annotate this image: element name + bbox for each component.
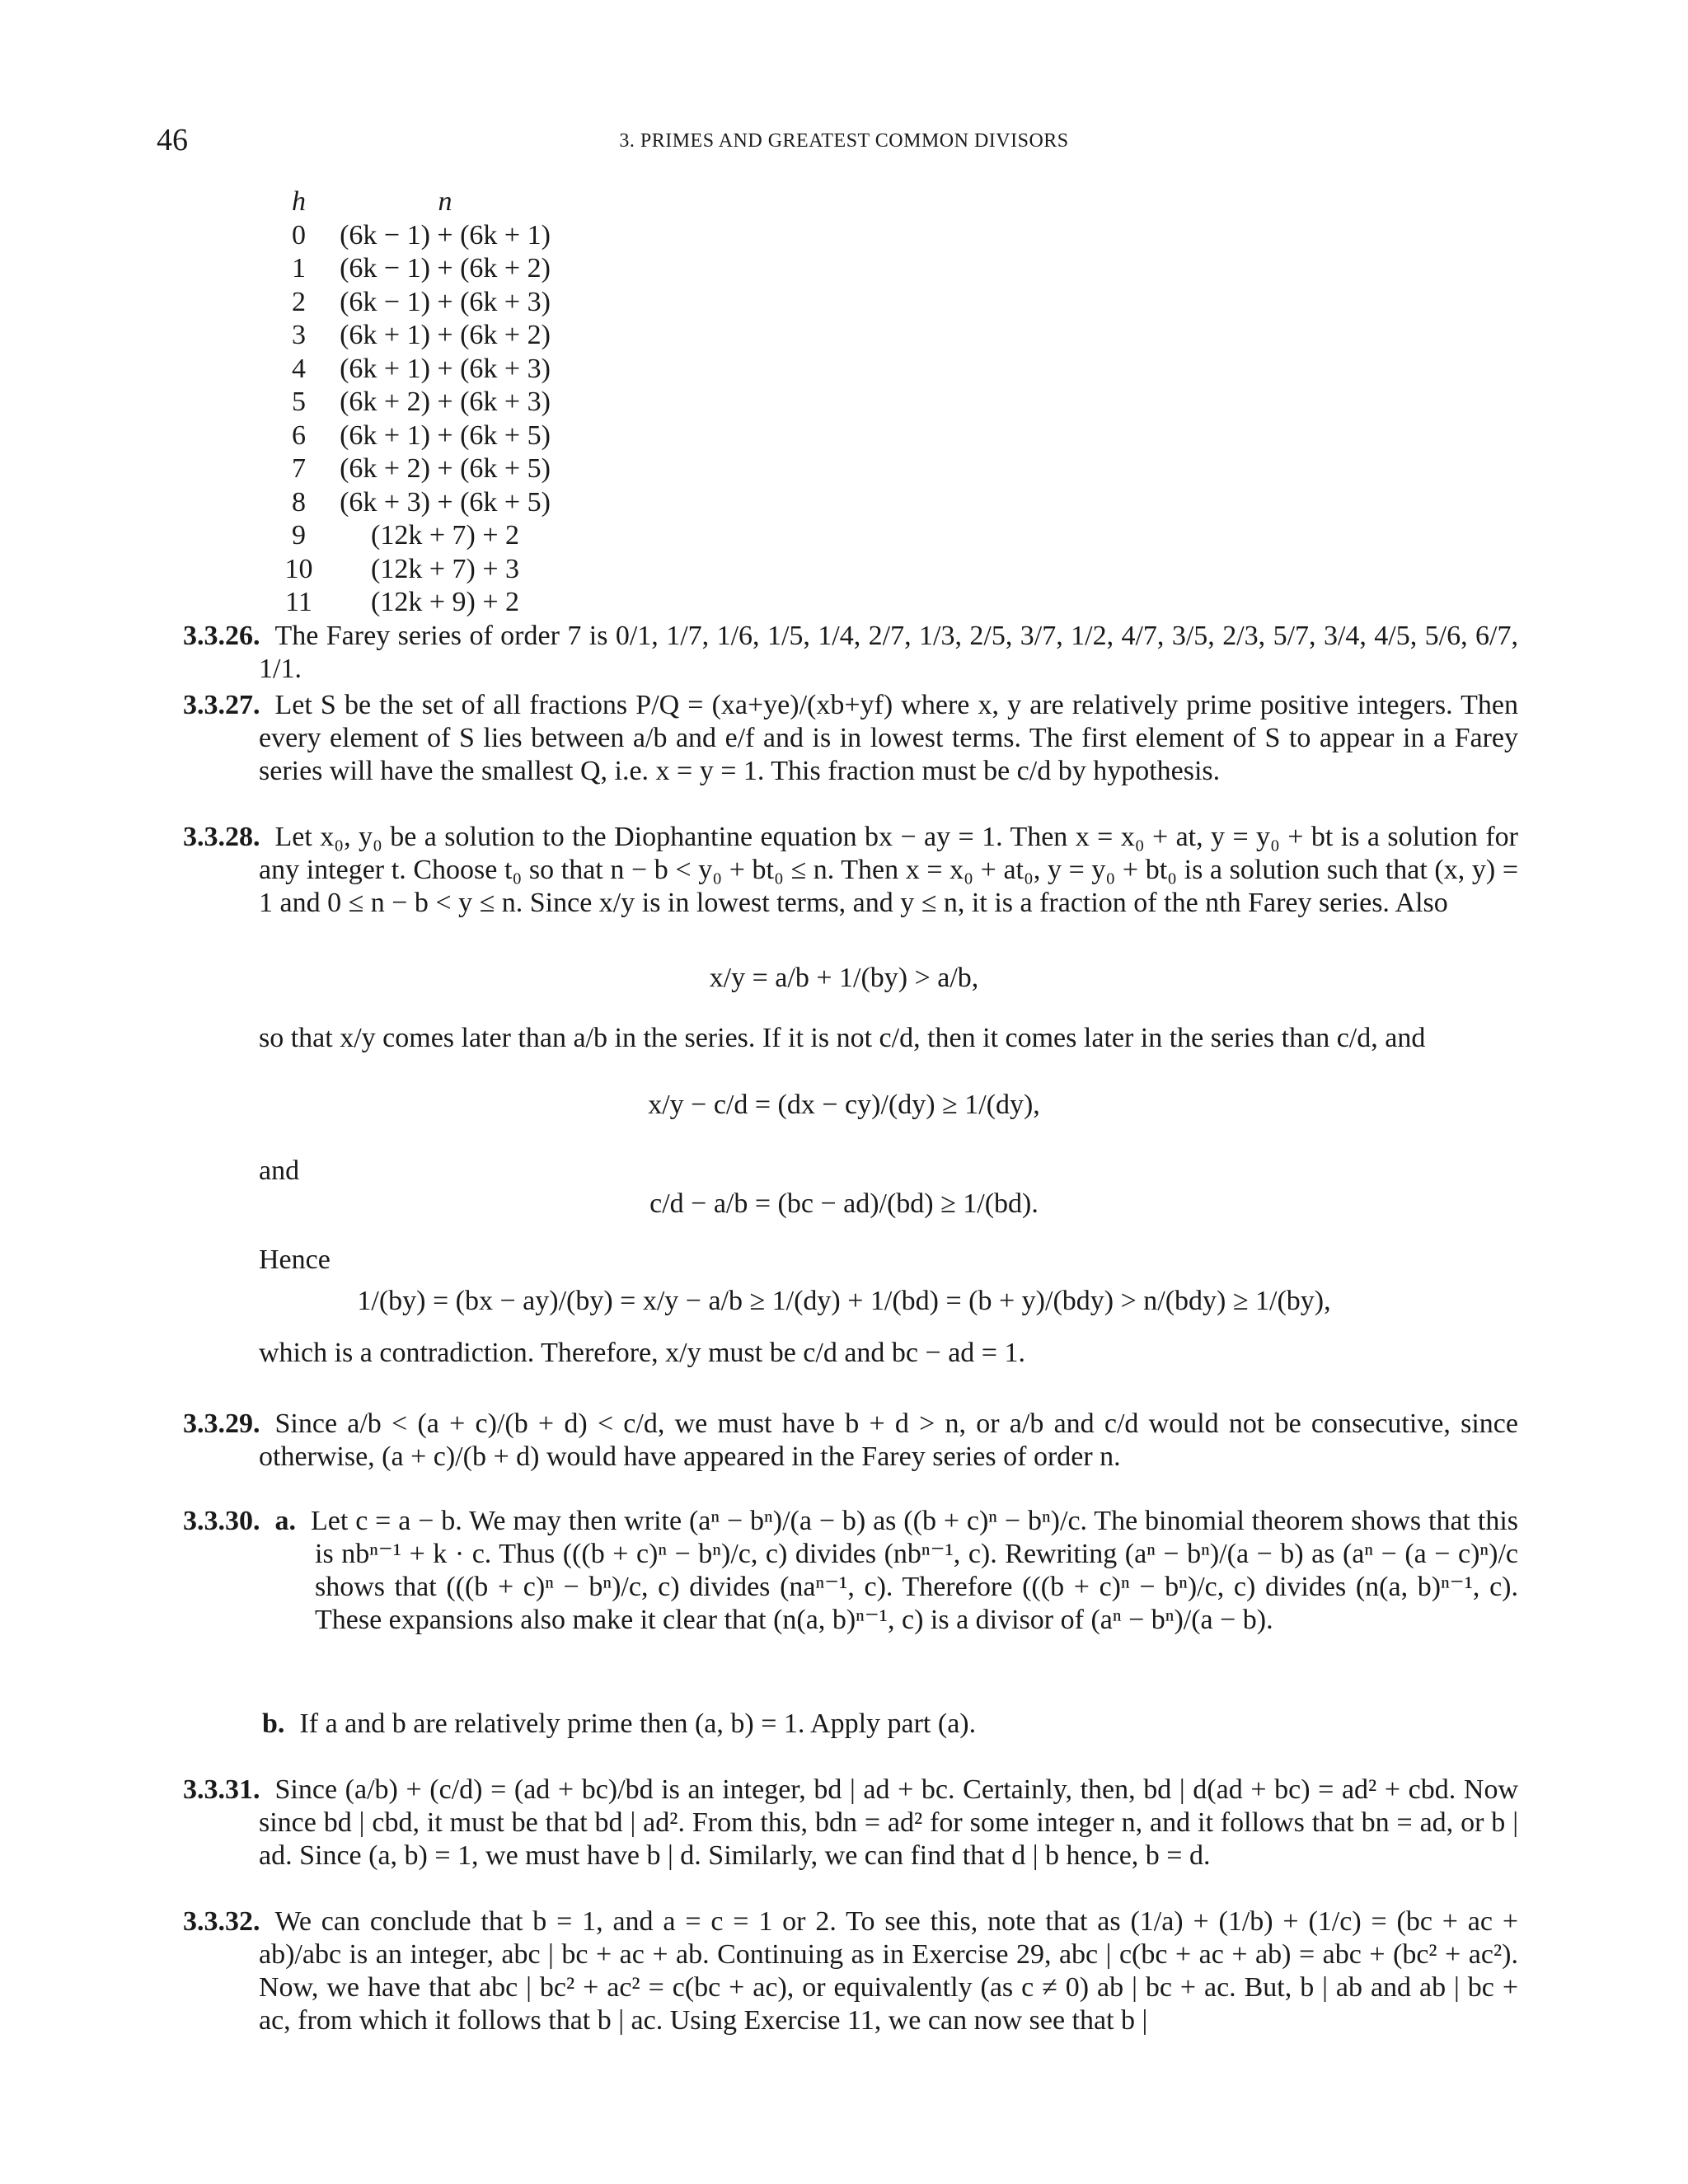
table-cell-n: (6k + 2) + (6k + 5) <box>340 453 551 484</box>
table-cell-h: 8 <box>292 486 306 518</box>
table-row <box>272 286 565 320</box>
table-cell-n: (12k + 7) + 2 <box>371 520 519 551</box>
table-cell-n: (6k − 1) + (6k + 1) <box>340 219 551 251</box>
exercise-text: Since a/b < (a + c)/(b + d) < c/d, we must have b + d > n, or a/b and c/d would not be consecutive, since otherwise, (a + c)/(b + d) would have appeared in the Farey series of order n. <box>259 1408 1518 1472</box>
exercise-number: 3.3.30. <box>183 1506 260 1536</box>
part-b-text: If a and b are relatively prime then (a, b) = 1. Apply part (a). <box>299 1708 977 1739</box>
table-row <box>272 519 565 553</box>
table-cell-h: 2 <box>292 286 306 317</box>
running-head: 3. PRIMES AND GREATEST COMMON DIVISORS <box>619 130 1069 152</box>
table-row <box>272 353 565 387</box>
table-cell-n: (6k + 1) + (6k + 5) <box>340 419 551 451</box>
table-cell-n: (6k − 1) + (6k + 3) <box>340 286 551 317</box>
exercise-3-3-28 <box>183 821 1518 920</box>
exercise-3-3-30-b <box>183 1708 1518 1741</box>
exercise-text: Let x₀, y₀ be a solution to the Diophantine equation bx − ay = 1. Then x = x₀ + at, y = y₀ + bt is a solution for any integer t. Choose t₀ so that n − b < y₀ + bt₀ ≤ n. Then x = x₀ + at₀, y = y₀ + bt₀ is a solution such that (x, y) = 1 and 0 ≤ n − b < y ≤ n. Since x/y is in lowest terms, and y ≤ n, it is a fraction of the nth Farey series. Also <box>259 822 1518 918</box>
exercise-number: 3.3.27. <box>183 690 260 720</box>
table-row <box>272 219 565 253</box>
exercise-text: Let S be the set of all fractions P/Q = (xa+ye)/(xb+yf) where x, y are relatively prime positive integers. Then every element of S lies between a/b and e/f and is in lowest terms. The first element of S to appear in a Farey series will have the smallest Q, i.e. x = y = 1. This fraction must be c/d by hypothesis. <box>259 690 1518 786</box>
table-cell-h: 4 <box>292 353 306 384</box>
table-cell-n: (6k + 3) + (6k + 5) <box>340 486 551 518</box>
part-a-label: a. <box>274 1506 296 1536</box>
table-cell-n: (6k + 1) + (6k + 3) <box>340 353 551 384</box>
table-row <box>272 553 565 587</box>
table-cell-n: (12k + 9) + 2 <box>371 587 519 617</box>
exercise-3-3-30 <box>183 1505 1518 1637</box>
table-cell-h: 11 <box>285 587 312 617</box>
table-row <box>272 586 565 620</box>
exercise-3-3-29 <box>183 1408 1518 1474</box>
table-header-h: h <box>292 186 306 217</box>
exercise-3-3-26 <box>183 620 1518 686</box>
exercise-number: 3.3.29. <box>183 1408 260 1439</box>
exercise-number: 3.3.26. <box>183 621 260 651</box>
table-cell-h: 7 <box>292 453 306 484</box>
exercise-text: Since (a/b) + (c/d) = (ad + bc)/bd is an integer, bd | ad + bc. Certainly, then, bd | d(ad + bc) = ad² + cbd. Now since bd | cbd, it must be that bd | ad². From this, bdn = ad² for some integer n, and it follows that bn = ad, or b | ad. Since (a, b) = 1, we must have b | d. Similarly, we can find that d | b hence, b = d. <box>259 1774 1518 1871</box>
table-header-row <box>272 185 565 219</box>
equation-1: x/y = a/b + 1/(by) > a/b, <box>709 963 979 993</box>
table-cell-h: 6 <box>292 419 306 451</box>
table-cell-n: (12k + 7) + 3 <box>371 553 519 584</box>
table-row <box>272 252 565 286</box>
exercise-3-3-28-conclusion: which is a contradiction. Therefore, x/y must be c/d and bc − ad = 1. <box>259 1338 1025 1368</box>
equation-3: c/d − a/b = (bc − ad)/(bd) ≥ 1/(bd). <box>649 1188 1039 1219</box>
table-cell-h: 5 <box>292 387 306 417</box>
table-cell-n: (6k + 1) + (6k + 2) <box>340 320 551 350</box>
table-cell-n: (6k + 2) + (6k + 3) <box>340 387 551 417</box>
exercise-3-3-28-continued: so that x/y comes later than a/b in the series. If it is not c/d, then it comes later in the series than c/d, and <box>259 1023 1426 1053</box>
part-b-label: b. <box>262 1708 285 1739</box>
table-cell-h: 10 <box>284 553 313 584</box>
table-row <box>272 386 565 419</box>
exercise-3-3-27 <box>183 689 1518 788</box>
table-cell-h: 0 <box>292 219 306 251</box>
table-cell-h: 9 <box>292 520 306 551</box>
exercise-text: The Farey series of order 7 is 0/1, 1/7, 1/6, 1/5, 1/4, 2/7, 1/3, 2/5, 3/7, 1/2, 4/7, 3/5, 2/3, 5/7, 3/4, 4/5, 5/6, 6/7, 1/1. <box>259 621 1518 684</box>
table-cell-n: (6k − 1) + (6k + 2) <box>340 253 551 284</box>
exercise-3-3-31 <box>183 1774 1518 1872</box>
exercise-text: We can conclude that b = 1, and a = c = 1 or 2. To see this, note that as (1/a) + (1/b) + (1/c) = (bc + ac + ab)/abc is an integer, abc | bc + ac + ab. Continuing as in Exercise 29, abc | c(bc + ac + ab) = abc + (bc² + ac²). Now, we have that abc | bc² + ac² = c(bc + ac), or equivalently (as c ≠ 0) ab | bc + ac. But, b | ab and ab | bc + ac, from which it follows that b | ac. Using Exercise 11, we can now see that b | <box>259 1906 1518 2036</box>
exercise-number: 3.3.28. <box>183 822 260 852</box>
exercise-number: 3.3.31. <box>183 1774 260 1805</box>
table-row <box>272 319 565 353</box>
table-cell-h: 3 <box>292 320 306 350</box>
and-label: and <box>259 1155 300 1186</box>
table-cell-h: 1 <box>292 253 306 284</box>
exercise-3-3-32 <box>183 1905 1518 2037</box>
exercise-number: 3.3.32. <box>183 1906 260 1937</box>
equation-4: 1/(by) = (bx − ay)/(by) = x/y − a/b ≥ 1/(dy) + 1/(bd) = (b + y)/(bdy) > n/(bdy) ≥ 1/(by), <box>357 1286 1331 1316</box>
equation-2: x/y − c/d = (dx − cy)/(dy) ≥ 1/(dy), <box>648 1090 1040 1120</box>
h-n-table <box>272 185 565 620</box>
hence-label: Hence <box>259 1244 331 1275</box>
table-header-n: n <box>438 186 452 217</box>
part-a-text: Let c = a − b. We may then write (aⁿ − bⁿ)/(a − b) as ((b + c)ⁿ − bⁿ)/c. The binomial theorem shows that this is nbⁿ⁻¹ + k · c. Thus (((b + c)ⁿ − bⁿ)/c, c) divides (nbⁿ⁻¹, c). Rewriting (aⁿ − bⁿ)/(a − b) as (aⁿ − (a − c)ⁿ)/c shows that (((b + c)ⁿ − bⁿ)/c, c) divides (naⁿ⁻¹, c). Therefore (((b + c)ⁿ − bⁿ)/c, c) divides (n(a, b)ⁿ⁻¹, c). These expansions also make it clear that (n(a, b)ⁿ⁻¹, c) is a divisor of (aⁿ − bⁿ)/(a − b). <box>311 1506 1518 1635</box>
table-row <box>272 419 565 453</box>
table-row <box>272 452 565 486</box>
table-row <box>272 486 565 520</box>
page-number: 46 <box>157 123 188 157</box>
